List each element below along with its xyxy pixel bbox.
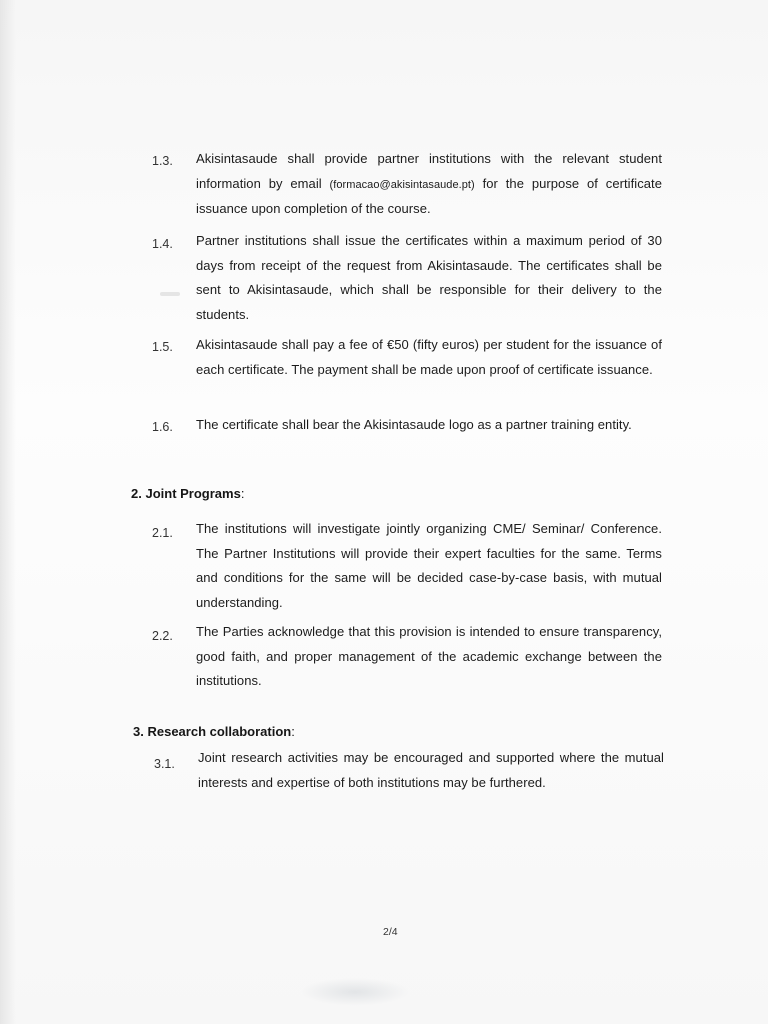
clause-number: 1.4. [152, 237, 173, 251]
section-number: 2. [131, 486, 142, 501]
clause-text-part: for the purpose of certificate issuance upon completion of the course. [196, 175, 662, 216]
clause-text: Joint research activities may be encouraged and supported where the mutual interests and expertise of both institutions may be furthered. [198, 750, 664, 790]
clause-number: 1.5. [152, 340, 173, 354]
clause-text [196, 147, 662, 222]
section-heading-research-collaboration [133, 724, 295, 739]
section-title: Research collaboration [147, 724, 292, 739]
clause-number: 1.3. [152, 154, 173, 168]
section-title: Joint Programs [145, 486, 241, 501]
section-colon: : [291, 724, 295, 739]
clause-number: 2.1. [152, 526, 173, 540]
page-number: 2/4 [383, 926, 398, 938]
section-heading-joint-programs [131, 486, 244, 501]
clause-number: 2.2. [152, 629, 173, 643]
scan-speck [160, 292, 180, 296]
clause-text: Akisintasaude shall pay a fee of €50 (fifty euros) per student for the issuance of each certificate. The payment shall be made upon proof of certificate issuance. [196, 337, 662, 377]
clause-number: 1.6. [152, 420, 173, 434]
section-number: 3. [133, 724, 144, 739]
scan-shadow [0, 0, 16, 1024]
clause-text: The institutions will investigate jointly organizing CME/ Seminar/ Conference. The Partner Institutions will provide their expert faculties for the same. Terms and conditions for the same will be decided case-by-case basis, with mutual understanding. [196, 521, 662, 610]
clause-text-part: Akisintasaude shall provide partner institutions with the relevant student information by email [196, 151, 662, 191]
clause-text: Partner institutions shall issue the certificates within a maximum period of 30 days from receipt of the request from Akisintasaude. The certificates shall be sent to Akisintasaude, which shall be responsible for their delivery to the students. [196, 233, 662, 322]
email-address: (formacao@akisintasaude.pt) [329, 178, 475, 191]
clause-text: The Parties acknowledge that this provision is intended to ensure transparency, good faith, and proper management of the academic exchange between the institutions. [196, 624, 662, 688]
scan-smudge [300, 978, 410, 1006]
clause-text: The certificate shall bear the Akisintasaude logo as a partner training entity. [196, 417, 632, 432]
section-colon: : [240, 486, 245, 501]
clause-number: 3.1. [154, 757, 175, 771]
